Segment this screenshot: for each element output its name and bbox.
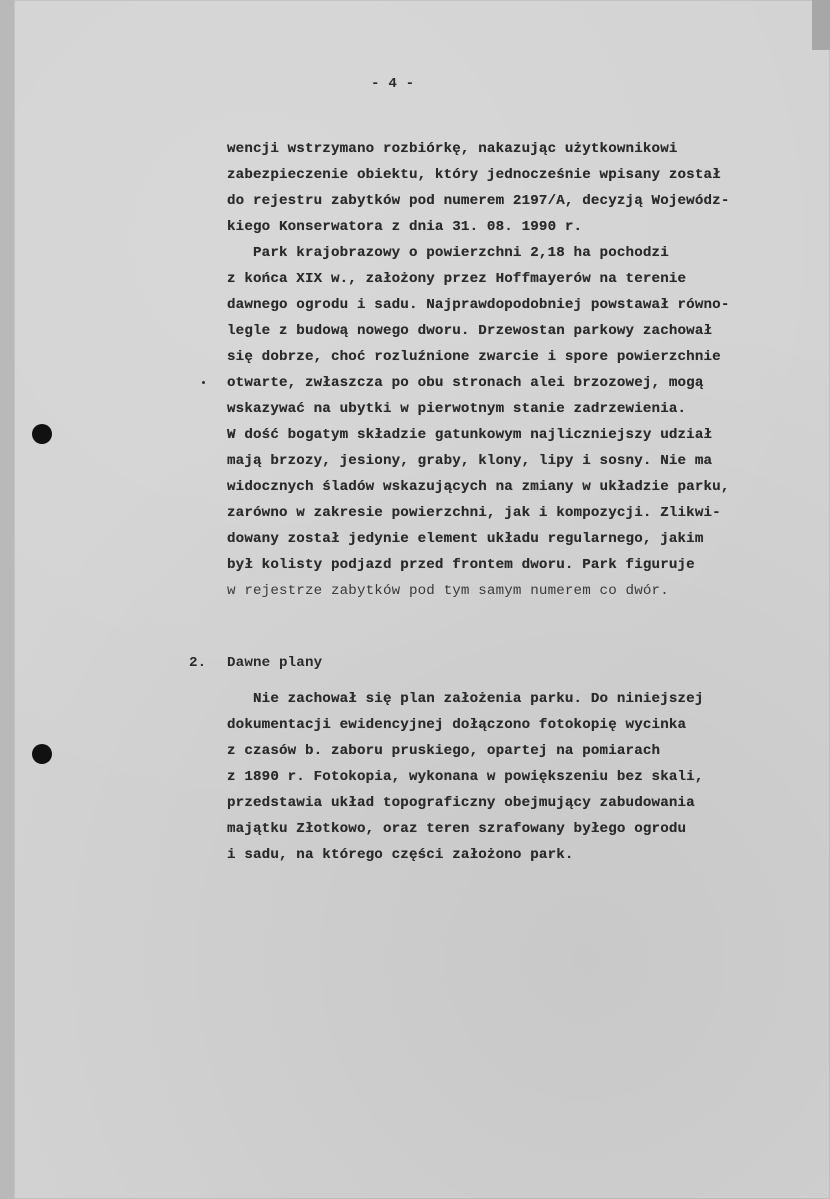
text-line: majątku Złotkowo, oraz teren szrafowany byłego ogrodu (227, 821, 687, 837)
section-title: Dawne plany (227, 655, 323, 671)
text-line: W dość bogatym składzie gatunkowym najliczniejszy udział (227, 427, 713, 443)
text-line: przedstawia układ topograficzny obejmujący zabudowania (227, 795, 695, 811)
document-page (14, 0, 830, 1199)
text-line: był kolisty podjazd przed frontem dworu. Park figuruje (227, 557, 695, 573)
text-line: widocznych śladów wskazujących na zmiany w układzie parku, (227, 479, 730, 495)
text-line: zarówno w zakresie powierzchni, jak i kompozycji. Zlikwi- (227, 505, 721, 521)
text-line: dawnego ogrodu i sadu. Najprawdopodobniej powstawał równo- (227, 297, 730, 313)
page-number: - 4 - (371, 76, 415, 92)
text-line: zabezpieczenie obiektu, który jednocześnie wpisany został (227, 167, 721, 183)
text-line: wencji wstrzymano rozbiórkę, nakazując użytkownikowi (227, 141, 678, 157)
text-line: z czasów b. zaboru pruskiego, opartej na pomiarach (227, 743, 661, 759)
text-line: do rejestru zabytków pod numerem 2197/A, decyzją Wojewódz- (227, 193, 730, 209)
punch-hole-top (32, 424, 52, 444)
section-number: 2. (189, 655, 207, 671)
text-line: z końca XIX w., założony przez Hoffmayerów na terenie (227, 271, 687, 287)
text-line: Park krajobrazowy o powierzchni 2,18 ha pochodzi (227, 245, 669, 261)
text-line: legle z budową nowego dworu. Drzewostan parkowy zachował (227, 323, 713, 339)
text-line: mają brzozy, jesiony, graby, klony, lipy i sosny. Nie ma (227, 453, 713, 469)
text-line: wskazywać na ubytki w pierwotnym stanie zadrzewienia. (227, 401, 687, 417)
text-line: i sadu, na którego części założono park. (227, 847, 574, 863)
text-line: kiego Konserwatora z dnia 31. 08. 1990 r. (227, 219, 583, 235)
text-line: dokumentacji ewidencyjnej dołączono fotokopię wycinka (227, 717, 687, 733)
text-line: Nie zachował się plan założenia parku. Do niniejszej (227, 691, 704, 707)
text-line: się dobrze, choć rozluźnione zwarcie i spore powierzchnie (227, 349, 721, 365)
page-corner (812, 0, 830, 50)
punch-hole-bottom (32, 744, 52, 764)
text-line: w rejestrze zabytków pod tym samym numerem co dwór. (227, 583, 669, 599)
text-line: z 1890 r. Fotokopia, wykonana w powiększeniu bez skali, (227, 769, 704, 785)
text-line: otwarte, zwłaszcza po obu stronach alei brzozowej, mogą (227, 375, 704, 391)
margin-dot (202, 381, 205, 384)
text-line: dowany został jedynie element układu regularnego, jakim (227, 531, 704, 547)
